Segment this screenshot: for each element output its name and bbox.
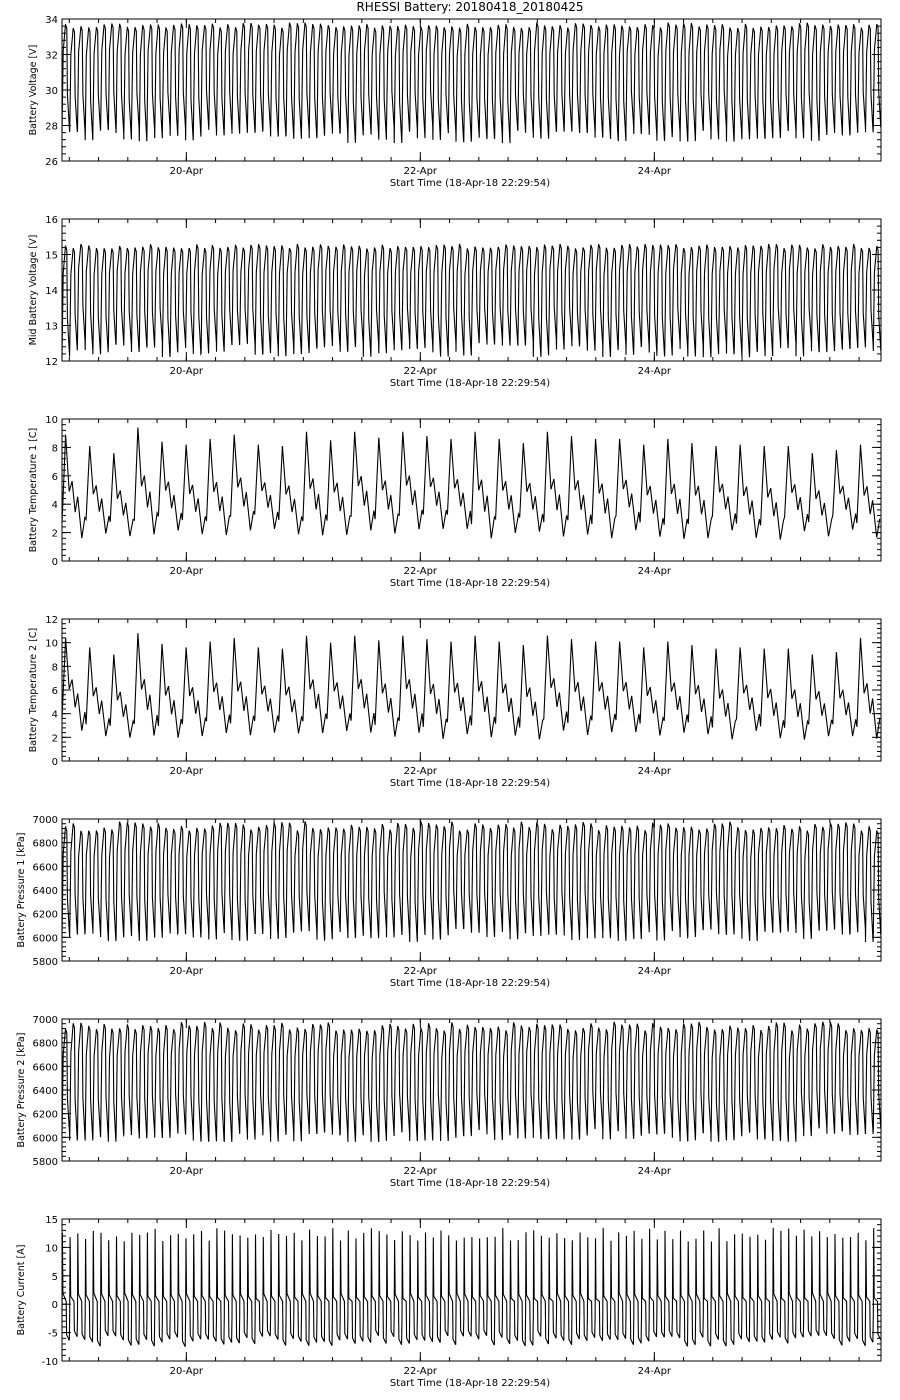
y-tick-label: 6800 bbox=[32, 1038, 58, 1050]
data-line bbox=[62, 23, 881, 144]
y-tick-label: 10 bbox=[45, 1243, 58, 1255]
y-axis-label: Battery Pressure 2 [kPa] bbox=[16, 1032, 27, 1148]
y-tick-label: 7000 bbox=[32, 1015, 58, 1026]
y-tick-label: 6600 bbox=[32, 1062, 58, 1074]
panel-5 bbox=[16, 815, 881, 989]
y-tick-label: 26 bbox=[45, 157, 58, 168]
y-tick-label: -5 bbox=[48, 1328, 58, 1340]
x-tick-label: 22-Apr bbox=[403, 1366, 438, 1377]
y-tick-label: 0 bbox=[51, 557, 58, 568]
x-tick-label: 22-Apr bbox=[403, 766, 438, 777]
y-tick-label: 16 bbox=[45, 215, 58, 226]
y-tick-label: 6600 bbox=[32, 862, 58, 874]
x-tick-label: 24-Apr bbox=[637, 1366, 672, 1377]
y-tick-label: 5800 bbox=[32, 1157, 58, 1168]
y-tick-label: 12 bbox=[45, 357, 58, 368]
data-line bbox=[62, 1228, 881, 1347]
y-tick-label: 6200 bbox=[32, 909, 58, 921]
x-tick-label: 24-Apr bbox=[637, 566, 672, 577]
y-tick-label: 7000 bbox=[32, 815, 58, 826]
x-axis-label: Start Time (18-Apr-18 22:29:54) bbox=[389, 378, 551, 389]
y-tick-label: 10 bbox=[45, 638, 58, 650]
y-tick-label: -10 bbox=[41, 1357, 58, 1368]
x-axis-label: Start Time (18-Apr-18 22:29:54) bbox=[389, 778, 551, 789]
y-tick-label: 5 bbox=[51, 1271, 58, 1283]
x-tick-label: 20-Apr bbox=[169, 1166, 204, 1177]
x-axis-label: Start Time (18-Apr-18 22:29:54) bbox=[389, 1178, 551, 1189]
x-axis-label: Start Time (18-Apr-18 22:29:54) bbox=[389, 178, 551, 189]
x-tick-label: 24-Apr bbox=[637, 766, 672, 777]
data-line bbox=[62, 428, 880, 540]
y-tick-label: 0 bbox=[51, 1300, 58, 1312]
y-tick-label: 2 bbox=[51, 733, 58, 745]
y-tick-label: 28 bbox=[45, 121, 58, 133]
panel-1 bbox=[28, 15, 881, 189]
y-tick-label: 6400 bbox=[32, 886, 58, 897]
x-axis-label: Start Time (18-Apr-18 22:29:54) bbox=[389, 578, 551, 589]
y-tick-label: 0 bbox=[51, 757, 58, 768]
panels-group bbox=[16, 15, 881, 1389]
data-line bbox=[62, 244, 881, 357]
y-axis-label: Battery Temperature 1 [C] bbox=[28, 427, 39, 553]
y-tick-label: 6400 bbox=[32, 1086, 58, 1097]
x-tick-label: 22-Apr bbox=[403, 166, 438, 177]
y-tick-label: 13 bbox=[45, 321, 58, 333]
data-line bbox=[62, 1022, 881, 1142]
y-tick-label: 32 bbox=[45, 50, 58, 62]
x-axis-label: Start Time (18-Apr-18 22:29:54) bbox=[389, 978, 551, 989]
y-tick-label: 6200 bbox=[32, 1109, 58, 1121]
y-tick-label: 34 bbox=[45, 15, 58, 26]
y-tick-label: 14 bbox=[45, 286, 58, 297]
x-tick-label: 20-Apr bbox=[169, 766, 204, 777]
plot-frame bbox=[62, 619, 881, 761]
y-axis-label: Battery Current [A] bbox=[16, 1244, 27, 1336]
x-tick-label: 24-Apr bbox=[637, 966, 672, 977]
y-tick-label: 10 bbox=[45, 415, 58, 426]
y-tick-label: 30 bbox=[45, 86, 58, 97]
y-tick-label: 15 bbox=[45, 1215, 58, 1226]
x-axis-label: Start Time (18-Apr-18 22:29:54) bbox=[389, 1378, 551, 1389]
data-line bbox=[62, 633, 880, 739]
y-tick-label: 2 bbox=[51, 528, 58, 540]
x-tick-label: 22-Apr bbox=[403, 1166, 438, 1177]
x-tick-label: 24-Apr bbox=[637, 1166, 672, 1177]
y-tick-label: 6800 bbox=[32, 838, 58, 850]
y-axis-label: Battery Pressure 1 [kPa] bbox=[16, 832, 27, 948]
panel-6 bbox=[16, 1015, 881, 1189]
x-tick-label: 20-Apr bbox=[169, 166, 204, 177]
panel-7 bbox=[16, 1215, 881, 1389]
y-tick-label: 12 bbox=[45, 615, 58, 626]
y-tick-label: 5800 bbox=[32, 957, 58, 968]
x-tick-label: 24-Apr bbox=[637, 366, 672, 377]
y-tick-label: 4 bbox=[51, 500, 58, 512]
panel-2 bbox=[28, 215, 881, 389]
x-tick-label: 20-Apr bbox=[169, 966, 204, 977]
panel-3 bbox=[28, 415, 881, 589]
y-tick-label: 8 bbox=[51, 662, 58, 674]
y-axis-label: Mid Battery Voltage [V] bbox=[28, 234, 39, 346]
x-tick-label: 20-Apr bbox=[169, 366, 204, 377]
panel-4 bbox=[28, 615, 881, 789]
figure-title: RHESSI Battery: 20180418_20180425 bbox=[356, 0, 584, 14]
y-tick-label: 6 bbox=[51, 471, 58, 483]
y-tick-label: 8 bbox=[51, 443, 58, 455]
y-tick-label: 4 bbox=[51, 709, 58, 721]
y-tick-label: 6 bbox=[51, 686, 58, 697]
y-axis-label: Battery Voltage [V] bbox=[28, 44, 39, 136]
x-tick-label: 22-Apr bbox=[403, 966, 438, 977]
x-tick-label: 22-Apr bbox=[403, 366, 438, 377]
y-axis-label: Battery Temperature 2 [C] bbox=[28, 627, 39, 753]
y-tick-label: 15 bbox=[45, 250, 58, 262]
y-tick-label: 6000 bbox=[32, 933, 58, 945]
plot-frame bbox=[62, 419, 881, 561]
data-line bbox=[62, 821, 881, 942]
x-tick-label: 24-Apr bbox=[637, 166, 672, 177]
y-tick-label: 6000 bbox=[32, 1133, 58, 1145]
x-tick-label: 20-Apr bbox=[169, 1366, 204, 1377]
x-tick-label: 22-Apr bbox=[403, 566, 438, 577]
x-tick-label: 20-Apr bbox=[169, 566, 204, 577]
